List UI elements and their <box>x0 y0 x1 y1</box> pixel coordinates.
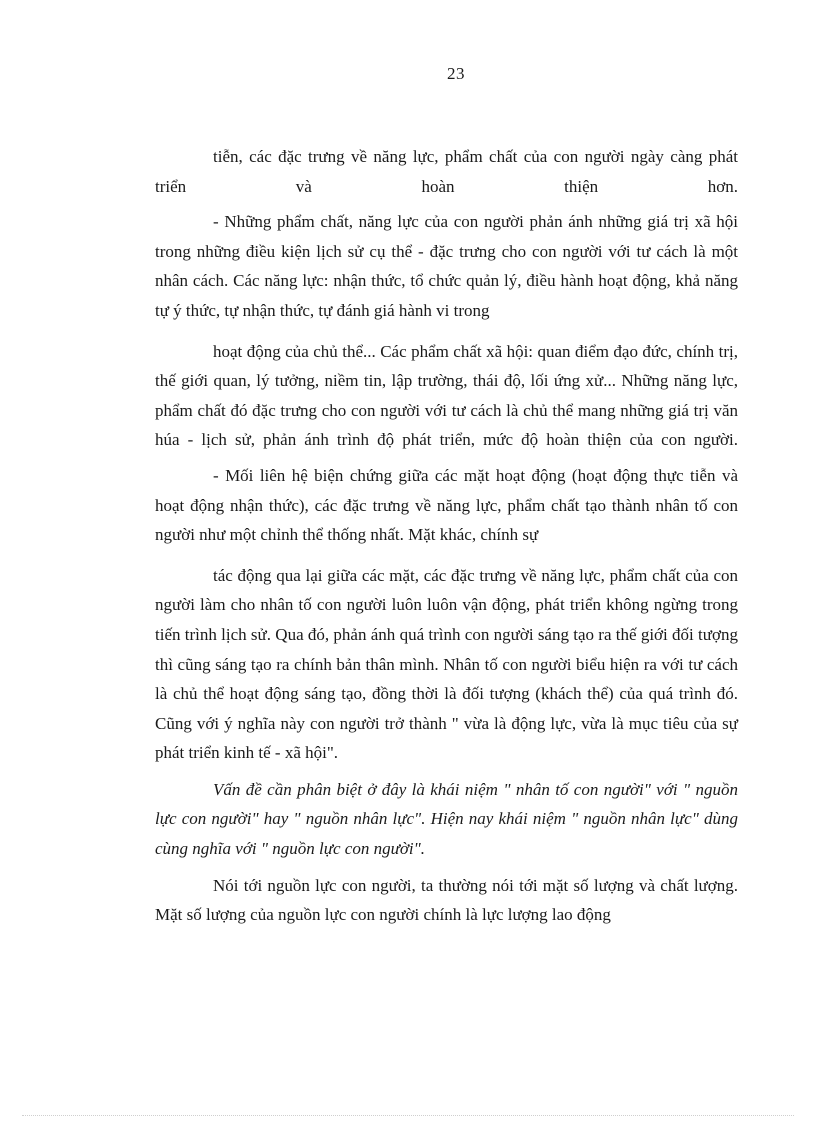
paragraph-5 <box>155 561 738 768</box>
paragraph-line: tư cách là một nhân cách. Các năng lực: nhận thức, tổ chức quản lý, điều <box>155 241 739 291</box>
paragraph-line: phát triển và hoàn thiện hơn. <box>155 147 739 196</box>
paragraph-line: lượng. Mặt số lượng của nguồn lực con người chính là lực lượng lao động <box>155 875 739 925</box>
paragraph-line: nhân lực" dùng cùng nghĩa với " nguồn lực con người". <box>155 809 739 859</box>
paragraph-line: triển không ngừng trong tiến trình lịch sử. Qua đó, phản ánh quá trình con <box>155 595 738 644</box>
paragraph-line: phát triển kinh tế - xã hội". <box>155 743 339 763</box>
paragraph-line: mình. Nhân tố con người biểu hiện ra với tư cách là chủ thể hoạt động <box>155 654 739 704</box>
paragraph-4 <box>155 461 738 550</box>
paragraph-6-italic <box>155 775 738 864</box>
page-bottom-divider <box>22 1115 794 1116</box>
page-number: 23 <box>447 64 465 83</box>
paragraph-1 <box>155 142 738 201</box>
paragraph-line: hành hoạt động, khả năng tự ý thức, tự nhận thức, tự đánh giá hành vi trong <box>155 271 738 320</box>
paragraph-line: chính trị, thế giới quan, lý tưởng, niềm tin, lập trường, thái độ, lối ứng xử... <box>155 341 738 391</box>
paragraph-line: hoạt động của chủ thể... Các phẩm chất xã hội: quan điểm đạo đức, <box>213 341 672 361</box>
paragraph-line: người sáng tạo ra thế giới đối tượng thì cũng sáng tạo ra chính bản thân <box>155 624 738 674</box>
paragraph-line: Vấn đề cần phân biệt ở đây là khái niệm " nhân tố con người" với " <box>213 779 691 799</box>
paragraph-line: - Những phẩm chất, năng lực của con người phản ánh những giá trị <box>213 212 689 232</box>
paragraph-line: - Mối liên hệ biện chứng giữa các mặt hoạt động (hoạt động thực <box>213 465 684 485</box>
paragraph-2 <box>155 207 738 325</box>
paragraph-line: Những năng lực, phẩm chất đó đặc trưng cho con người với tư cách là chủ <box>155 371 738 420</box>
paragraph-line: tiễn, các đặc trưng về năng lực, phẩm chất của con người ngày càng <box>213 147 703 166</box>
paragraph-line: nghĩa này con người trở thành " vừa là động lực, vừa là mục tiêu của sự <box>237 713 738 733</box>
paragraph-line: thể mang những giá trị văn húa - lịch sử, phản ánh trình độ phát triển, mức <box>155 400 738 450</box>
body-text <box>155 142 738 930</box>
paragraph-line: chất của con người làm cho nhân tố con người luôn luôn vận động, phát <box>155 565 739 615</box>
paragraph-line: sáng tạo, đồng thời là đối tượng (khách thể) của quá trình đó. Cũng với ý <box>155 684 738 733</box>
paragraph-line: độ hoàn thiện của con người. <box>521 430 738 450</box>
paragraph-3 <box>155 337 738 455</box>
paragraph-line: nguồn lực con người" hay " nguồn nhân lực". Hiện nay khái niệm " nguồn <box>155 779 739 829</box>
paragraph-line: tiễn và hoạt động nhận thức), các đặc trưng về năng lực, phẩm chất tạo <box>155 465 738 515</box>
paragraph-line: Nói tới nguồn lực con người, ta thường nói tới mặt số lượng và chất <box>213 875 689 895</box>
paragraph-7 <box>155 871 738 930</box>
paragraph-line: thành nhân tố con người như một chỉnh thể thống nhất. Mặt khác, chính sự <box>155 495 738 545</box>
paragraph-line: tác động qua lại giữa các mặt, các đặc trưng về năng lực, phẩm <box>213 565 648 585</box>
paragraph-line: xã hội trong những điều kiện lịch sử cụ thể - đặc trưng cho con người với <box>155 212 738 261</box>
